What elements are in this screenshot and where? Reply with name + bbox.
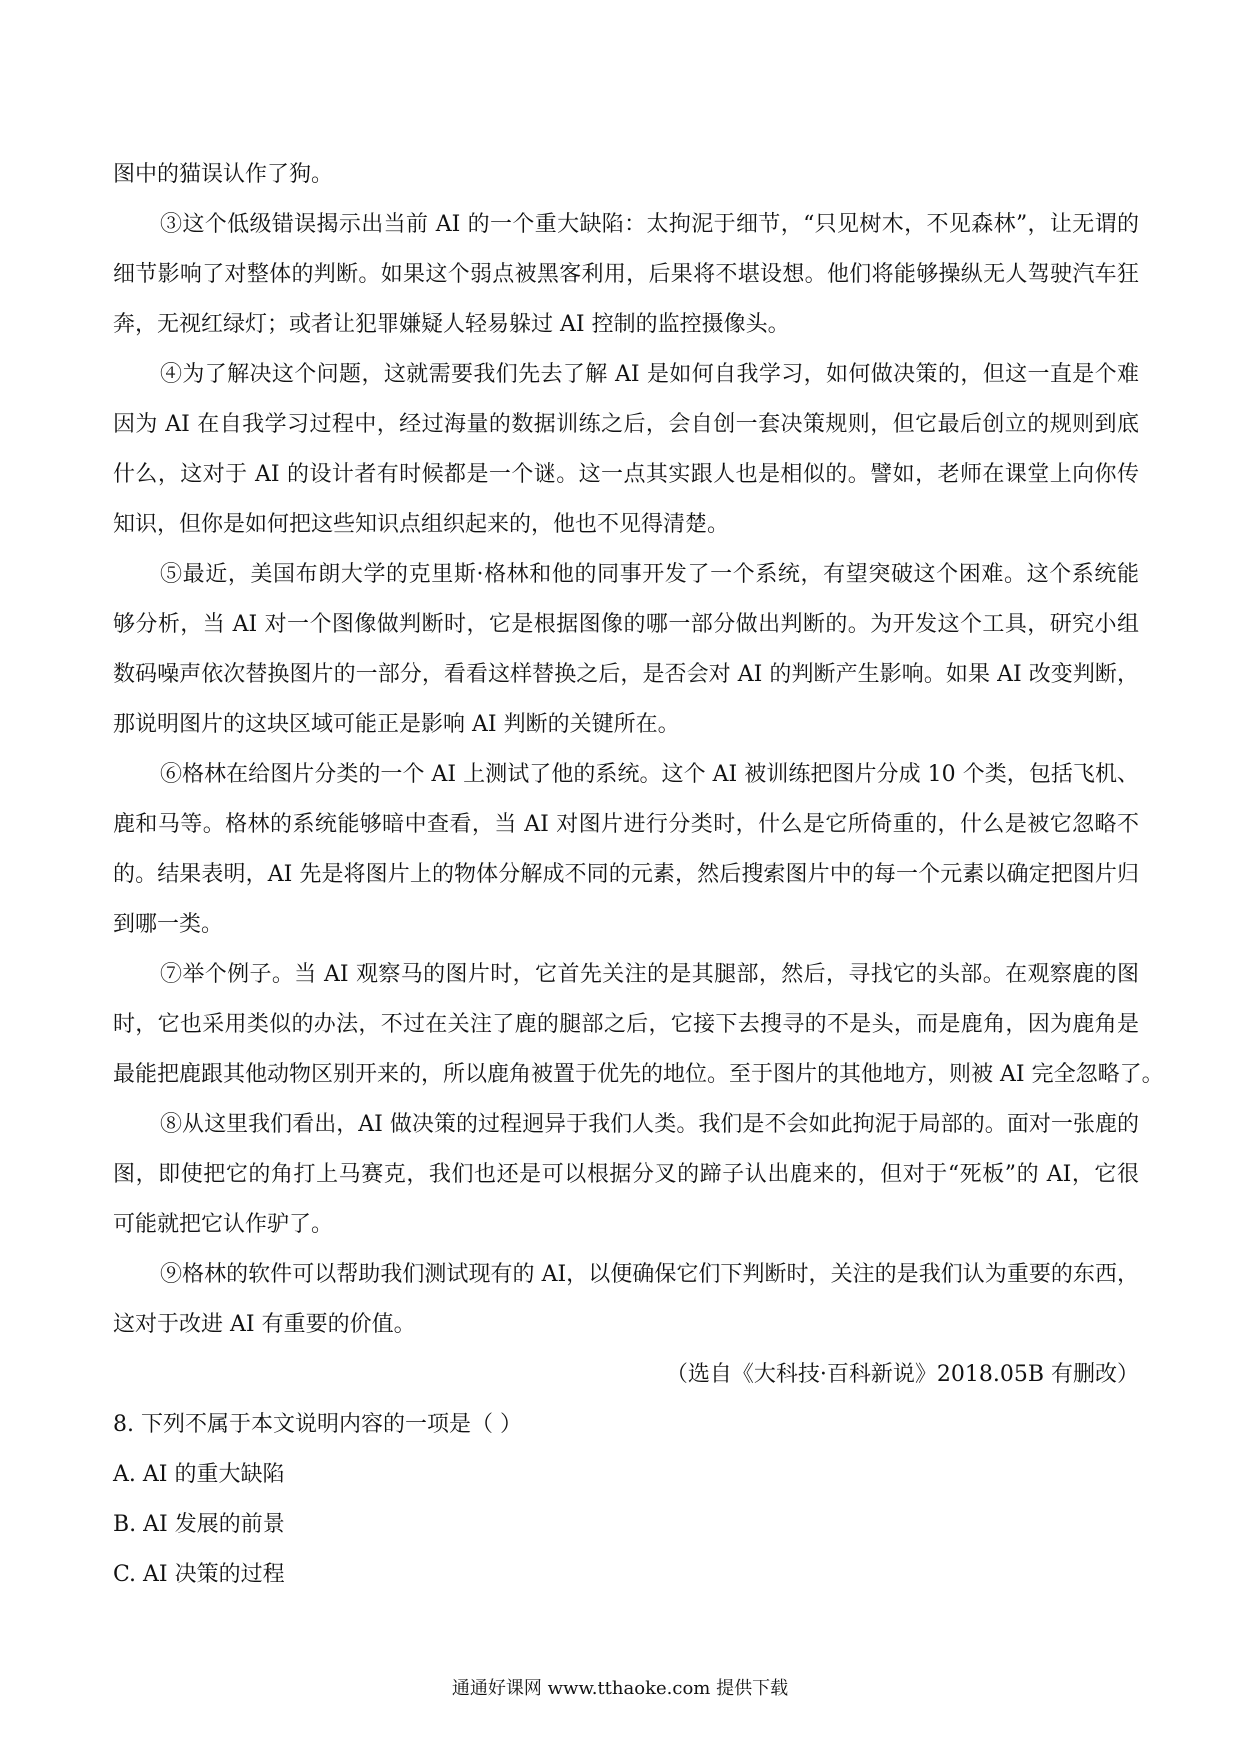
paragraph-line: ③这个低级错误揭示出当前 AI 的一个重大缺陷：太拘泥于细节，“只见树木，不见森林”，让无谓的 [160,212,1139,237]
paragraph-line: 这对于改进 AI 有重要的价值。 [113,1312,416,1337]
paragraph-line: 奔，无视红绿灯；或者让犯罪嫌疑人轻易躲过 AI 控制的监控摄像头。 [113,312,790,337]
paragraph-line: 够分析，当 AI 对一个图像做判断时，它是根据图像的哪一部分做出判断的。为开发这个工具，研究小组 [113,612,1139,637]
source-citation: （选自《大科技·百科新说》2018.05B 有删改） [665,1362,1139,1387]
paragraph-line: ④为了解决这个问题，这就需要我们先去了解 AI 是如何自我学习，如何做决策的，但这一直是个难 [160,362,1139,387]
paragraph-line: 到哪一类。 [113,912,224,937]
paragraph-line: 图中的猫误认作了狗。 [113,162,334,187]
paragraph-line: 那说明图片的这块区域可能正是影响 AI 判断的关键所在。 [113,712,680,737]
paragraph-line: 可能就把它认作驴了。 [113,1212,334,1237]
paragraph-line: ⑤最近，美国布朗大学的克里斯·格林和他的同事开发了一个系统，有望突破这个困难。这个系统能 [160,562,1139,587]
article-body [113,150,1164,1600]
paragraph-line: ⑧从这里我们看出，AI 做决策的过程迥异于我们人类。我们是不会如此拘泥于局部的。面对一张鹿的 [160,1112,1139,1137]
paragraph-line: 时，它也采用类似的办法，不过在关注了鹿的腿部之后，它接下去搜寻的不是头，而是鹿角，因为鹿角是 [113,1012,1139,1037]
paragraph-line: 的。结果表明，AI 先是将图片上的物体分解成不同的元素，然后搜索图片中的每一个元素以确定把图片归 [113,862,1139,887]
paragraph-line: ⑦举个例子。当 AI 观察马的图片时，它首先关注的是其腿部，然后，寻找它的头部。在观察鹿的图 [160,962,1139,987]
question-option: A. AI 的重大缺陷 [113,1462,285,1487]
question-stem: 8. 下列不属于本文说明内容的一项是（ ） [113,1412,522,1437]
question-option: C. AI 决策的过程 [113,1562,285,1587]
paragraph-line: 什么，这对于 AI 的设计者有时候都是一个谜。这一点其实跟人也是相似的。譬如，老师在课堂上向你传 [113,462,1139,487]
page-footer: 通通好课网 www.tthaoke.com 提供下载 [451,1678,789,1699]
paragraph-line: 细节影响了对整体的判断。如果这个弱点被黑客利用，后果将不堪设想。他们将能够操纵无人驾驶汽车狂 [113,262,1139,287]
paragraph-line: 知识，但你是如何把这些知识点组织起来的，他也不见得清楚。 [113,512,730,537]
question-option: B. AI 发展的前景 [113,1512,285,1537]
paragraph-line: 鹿和马等。格林的系统能够暗中查看，当 AI 对图片进行分类时，什么是它所倚重的，什么是被它忽略不 [113,812,1139,837]
paragraph-line: 因为 AI 在自我学习过程中，经过海量的数据训练之后，会自创一套决策规则，但它最后创立的规则到底 [113,412,1139,437]
paragraph-line: 数码噪声依次替换图片的一部分，看看这样替换之后，是否会对 AI 的判断产生影响。如果 AI 改变判断， [113,662,1139,687]
paragraph-line: 最能把鹿跟其他动物区别开来的，所以鹿角被置于优先的地位。至于图片的其他地方，则被 AI 完全忽略了。 [113,1062,1164,1087]
paragraph-line: ⑨格林的软件可以帮助我们测试现有的 AI，以便确保它们下判断时，关注的是我们认为重要的东西， [160,1262,1139,1287]
paragraph-line: 图，即使把它的角打上马赛克，我们也还是可以根据分叉的蹄子认出鹿来的，但对于“死板”的 AI，它很 [113,1162,1139,1187]
paragraph-line: ⑥格林在给图片分类的一个 AI 上测试了他的系统。这个 AI 被训练把图片分成 10 个类，包括飞机、 [160,762,1139,787]
